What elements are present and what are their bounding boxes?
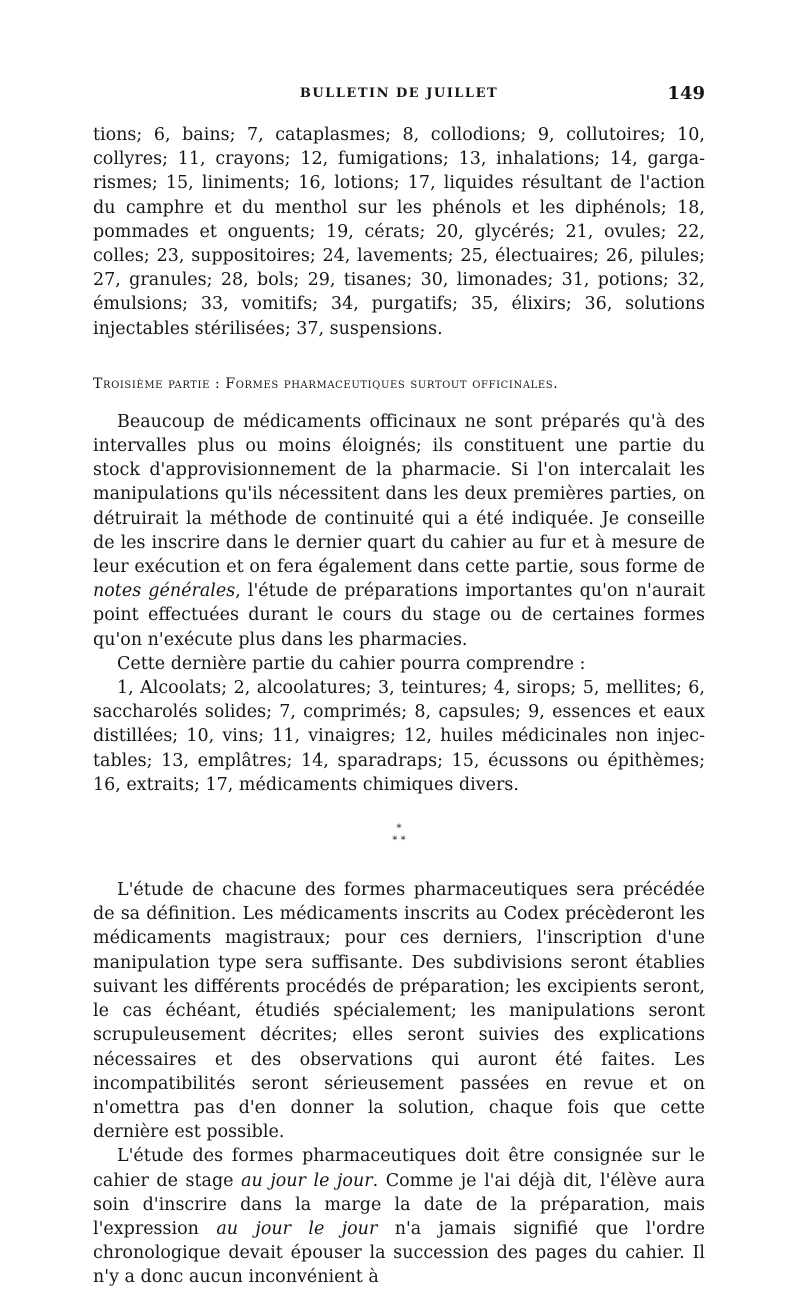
paragraph-text: . Comme je l'ai déjà dit, l'élève aura soin d'inscrire dans la marge la date de la préparation, mais l'expression <box>93 1170 706 1239</box>
paragraph-study-definition: L'étude de chacune des formes pharmaceutiques sera précédée de sa définition. Les médicaments inscrits au Codex précèderont les médicaments magistraux; pour ces derniers, l'inscription d'une manipulation type sera suffisante. Des subdivisions seront établies suivant les différents procédés de préparation; les excipients seront, le cas échéant, étudiés spécialement; les manipulations seront scrupuleusement décrites; elles seront suivies des explications nécessaires et des observations qui auront été faites. Les incompatibilités seront sérieusement passées en revue et on n'omettra pas d'en donner la solution, chaque fois que cette dernière est possible. <box>93 880 705 1143</box>
asterism-divider <box>93 823 705 847</box>
italic-phrase: au jour le jour <box>216 1218 378 1239</box>
asterism-top: * <box>396 823 402 835</box>
paragraph-text: n'a jamais signifié que l'ordre chronologique devait épouser la succession des pages du cahier. Il n'y a donc aucun inconvénient à <box>93 1218 705 1288</box>
paragraph-text: , l'étude de préparations importantes qu'on n'aurait point effectuées durant le cours du stage ou de certaines formes qu'on n'exécute plus dans les pharmacies. <box>93 581 705 650</box>
asterism-bottom: * * <box>392 835 406 847</box>
section-heading: Troisième partie : Formes pharmaceutiques surtout officinales. <box>93 375 559 392</box>
running-title: BULLETIN DE JUILLET <box>299 86 499 101</box>
page-number: 149 <box>667 83 705 104</box>
page-body <box>93 123 705 1290</box>
italic-phrase: notes générales <box>93 581 236 602</box>
italic-phrase: au jour le jour <box>241 1170 373 1191</box>
page-header <box>93 83 705 110</box>
paragraph-day-by-day <box>93 1144 705 1289</box>
paragraph-text: Beaucoup de médicaments officinaux ne sont préparés qu'à des intervalles plus ou moins éloignés; ils constituent une partie du stock d'approvisionnement de la pharmacie. Si l'on intercalait les manipulations qu'ils nécessitent dans les deux premières parties, on détruirait la méthode de continuité qui a été indiquée. Je conseille de les inscrire dans le dernier quart du cahier au fur et à mesure de leur exécution et on fera également dans cette partie, sous forme de <box>93 411 705 578</box>
paragraph-officinal-medicines <box>93 410 705 652</box>
continued-paragraph: tions; 6, bains; 7, cataplasmes; 8, collodions; 9, collutoires; 10, collyres; 11, crayons; 12, fumigations; 13, inhalations; 14, gargarismes; 15, liniments; 16, lotions; 17, liquides résultant de l'action du camphre et du menthol sur les phénols et les diphénols; 18, pommades et onguents; 19, cérats; 20, glycérés; 21, ovules; 22, colles; 23, suppositoires; 24, lavements; 25, électuaires; 26, pilules; 27, granules; 28, bols; 29, tisanes; 30, limonades; 31, potions; 32, émulsions; 33, vomitifs; 34, purgatifs; 35, élixirs; 36, solutions injectables stérilisées; 37, suspensions. <box>93 125 705 339</box>
paragraph-intro-list: Cette dernière partie du cahier pourra comprendre : <box>117 653 586 674</box>
paragraph-text: L'étude des formes pharmaceutiques doit être consignée sur le cahier de stage <box>93 1146 705 1191</box>
paragraph-forms-list: 1, Alcoolats; 2, alcoolatures; 3, teintures; 4, sirops; 5, mellites; 6, saccharolés solides; 7, comprimés; 8, capsules; 9, essences et eaux distillées; 10, vins; 11, vinaigres; 12, huiles médicinales non injectables; 13, emplâtres; 14, sparadraps; 15, écussons ou épithèmes; 16, extraits; 17, médicaments chimiques divers. <box>93 678 705 795</box>
